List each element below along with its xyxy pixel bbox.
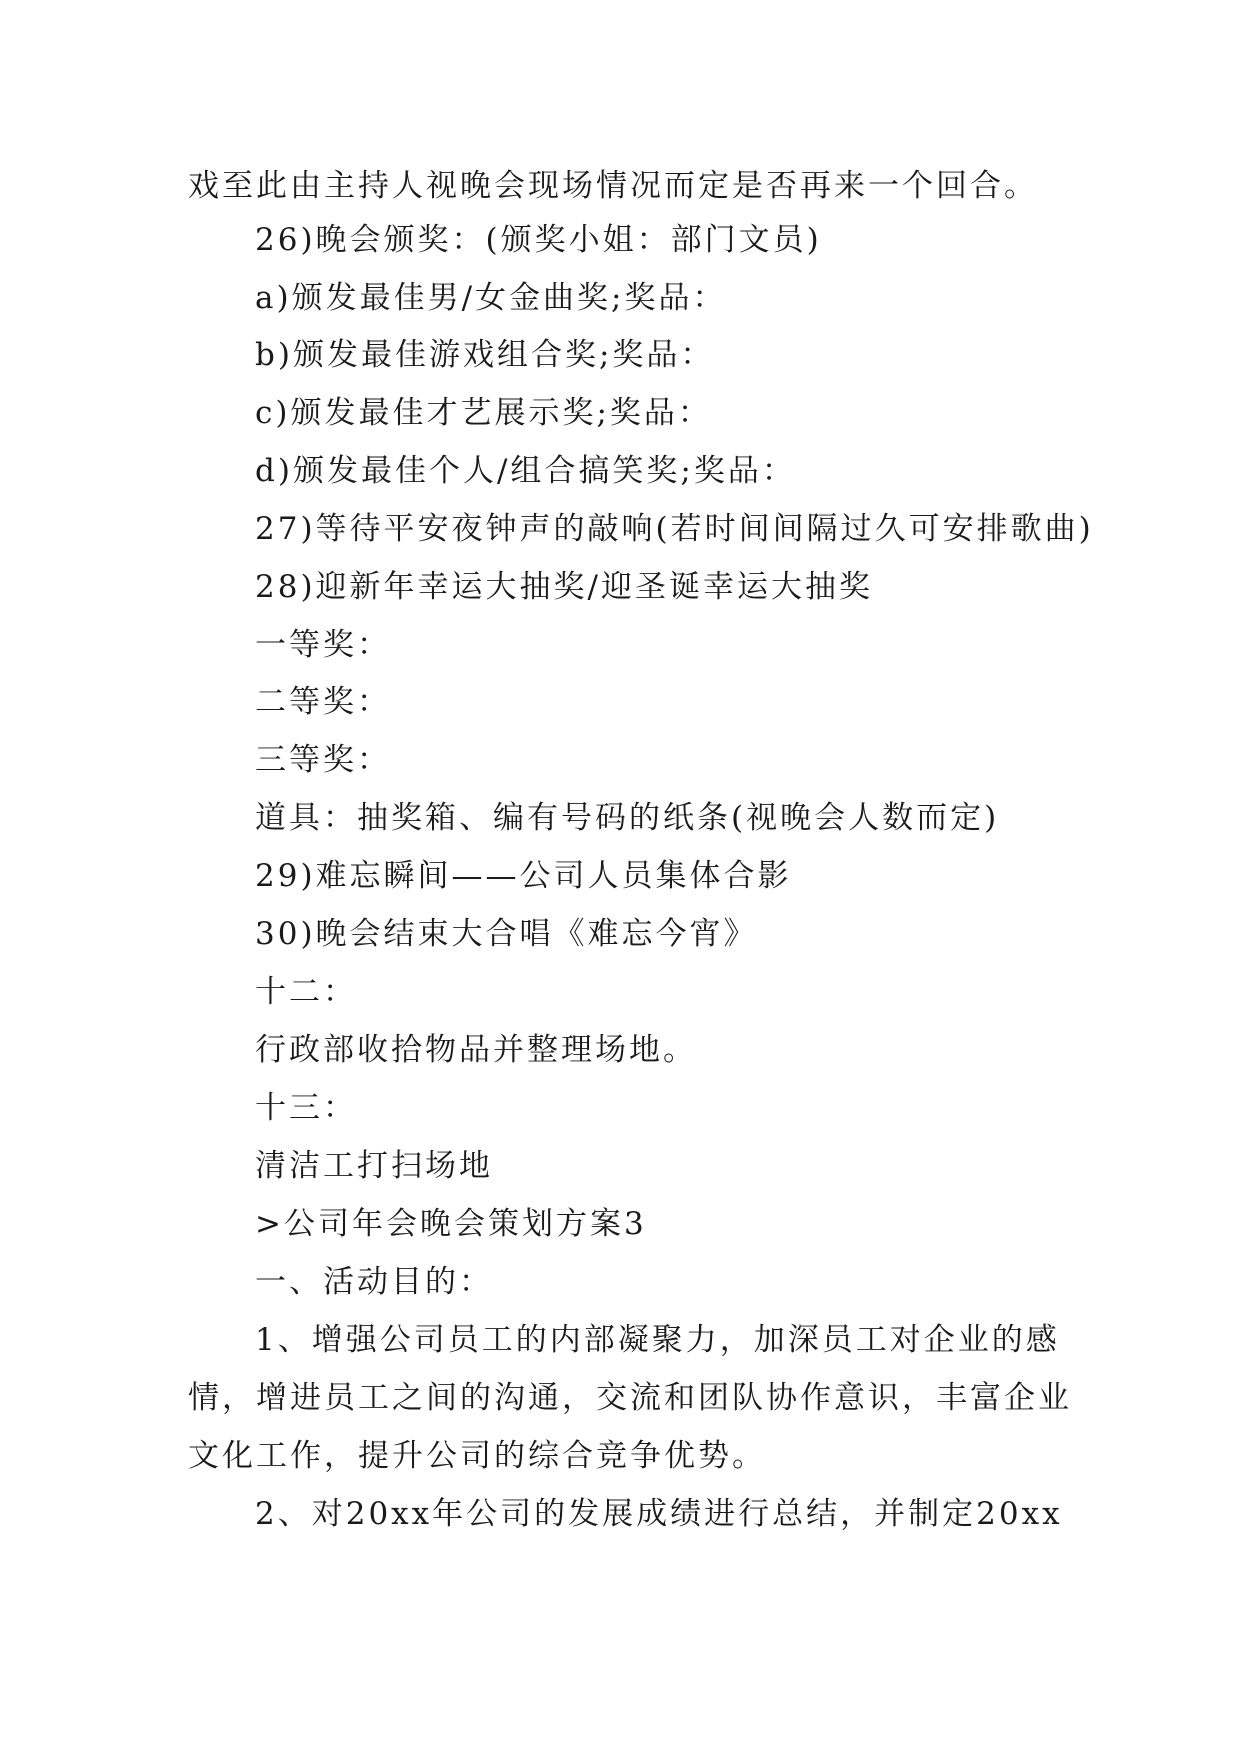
paragraph-line: 2、对20xx年公司的发展成绩进行总结，并制定20xx — [255, 1496, 1063, 1532]
paragraph-line: c)颁发最佳才艺展示奖;奖品： — [255, 395, 712, 431]
paragraph-line: 27)等待平安夜钟声的敲响(若时间间隔过久可安排歌曲) — [255, 511, 1094, 547]
paragraph-line: 一等奖： — [255, 627, 391, 663]
paragraph-line: b)颁发最佳游戏组合奖;奖品： — [255, 337, 715, 373]
section-heading: 十二： — [255, 974, 357, 1010]
paragraph-line: 26)晚会颁奖：(颁奖小姐：部门文员) — [255, 222, 822, 258]
section-heading: 一、活动目的： — [255, 1264, 493, 1300]
paragraph-line: 文化工作，提升公司的综合竞争优势。 — [188, 1438, 766, 1474]
paragraph-line: 29)难忘瞬间——公司人员集体合影 — [255, 858, 792, 894]
paragraph-line: 28)迎新年幸运大抽奖/迎圣诞幸运大抽奖 — [255, 569, 873, 605]
paragraph-line: 戏至此由主持人视晚会现场情况而定是否再来一个回合。 — [188, 168, 1038, 204]
document-title: >公司年会晚会策划方案3 — [255, 1206, 647, 1242]
paragraph-line: 行政部收拾物品并整理场地。 — [255, 1032, 697, 1068]
paragraph-line: d)颁发最佳个人/组合搞笑奖;奖品： — [255, 453, 796, 489]
section-heading: 十三： — [255, 1090, 357, 1126]
paragraph-line: 情，增进员工之间的沟通，交流和团队协作意识，丰富企业 — [188, 1380, 1072, 1416]
paragraph-line: 二等奖： — [255, 684, 391, 720]
paragraph-line: 30)晚会结束大合唱《难忘今宵》 — [255, 916, 758, 952]
paragraph-line: 三等奖： — [255, 742, 391, 778]
paragraph-line: 1、增强公司员工的内部凝聚力，加深员工对企业的感 — [255, 1322, 1060, 1358]
paragraph-line: a)颁发最佳男/女金曲奖;奖品： — [255, 280, 727, 316]
paragraph-line: 清洁工打扫场地 — [255, 1148, 493, 1184]
paragraph-line: 道具：抽奖箱、编有号码的纸条(视晚会人数而定) — [255, 800, 1000, 836]
